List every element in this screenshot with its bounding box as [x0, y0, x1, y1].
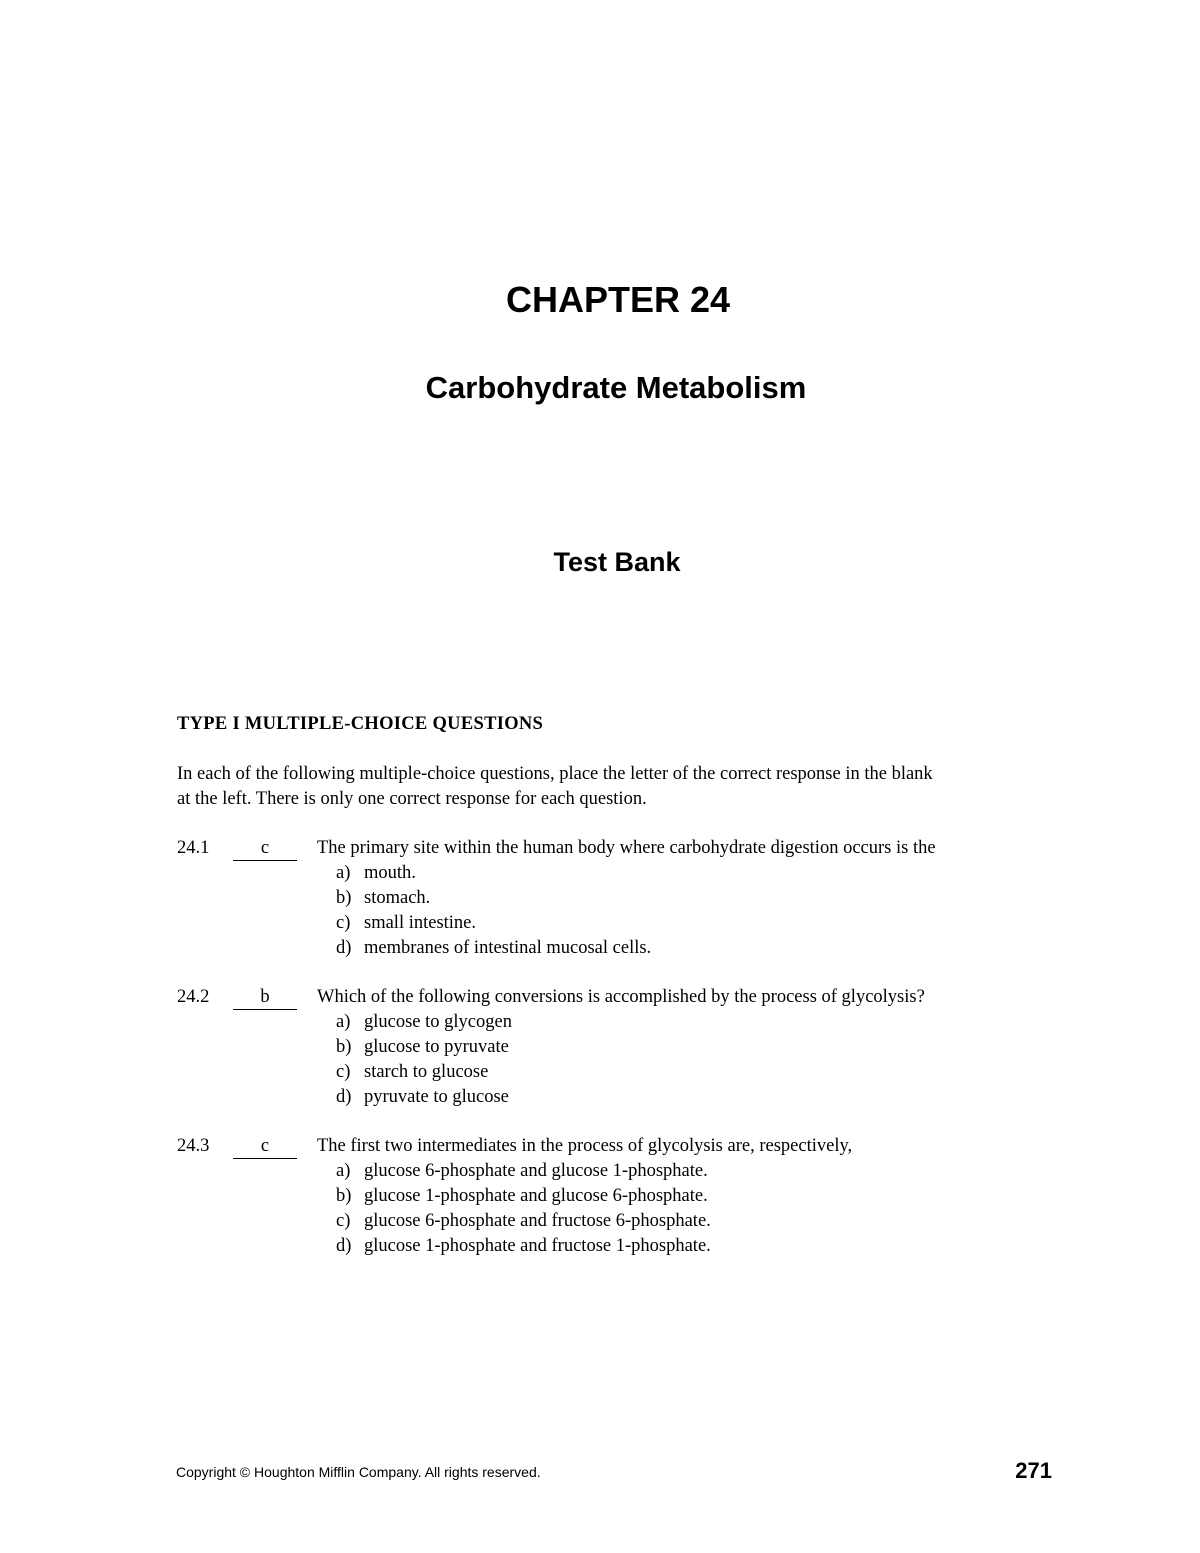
copyright-notice: Copyright © Houghton Mifflin Company. All rights reserved. — [176, 1464, 541, 1480]
question-24-3 — [177, 1134, 1077, 1259]
choice-list — [177, 1010, 1077, 1110]
choice-letter: c) — [336, 913, 351, 933]
answer-blank: c — [233, 836, 297, 861]
choice-text: stomach. — [364, 888, 431, 908]
choice-text: small intestine. — [364, 913, 477, 933]
question-stem: Which of the following conversions is accomplished by the process of glycolysis? — [317, 987, 925, 1007]
chapter-title: CHAPTER 24 — [505, 279, 731, 320]
question-number: 24.3 — [177, 1136, 210, 1156]
choice-text: membranes of intestinal mucosal cells. — [364, 938, 652, 958]
choice-item — [177, 1234, 1077, 1259]
choice-item — [177, 936, 1077, 961]
choice-letter: c) — [336, 1062, 351, 1082]
chapter-subtitle: Carbohydrate Metabolism — [425, 370, 807, 405]
choice-letter: d) — [336, 1087, 352, 1107]
choice-text: glucose to glycogen — [364, 1012, 512, 1032]
choice-text: glucose 6-phosphate and glucose 1-phosphate. — [364, 1161, 708, 1181]
choice-text: glucose 1-phosphate and fructose 1-phosphate. — [364, 1236, 711, 1256]
choice-item — [177, 1085, 1077, 1110]
instructions — [177, 762, 1077, 812]
choice-text: glucose to pyruvate — [364, 1037, 509, 1057]
choice-item — [177, 1184, 1077, 1209]
question-24-1 — [177, 836, 1077, 961]
question-stem: The first two intermediates in the process of glycolysis are, respectively, — [317, 1136, 853, 1156]
choice-item — [177, 1010, 1077, 1035]
choice-letter: d) — [336, 938, 352, 958]
choice-letter: d) — [336, 1236, 352, 1256]
answer-blank: b — [233, 985, 297, 1010]
instructions-line: In each of the following multiple-choice questions, place the letter of the correct response in the blank — [177, 764, 933, 784]
choice-text: pyruvate to glucose — [364, 1087, 509, 1107]
choice-letter: b) — [336, 1037, 352, 1057]
question-number: 24.2 — [177, 987, 210, 1007]
choice-letter: c) — [336, 1211, 351, 1231]
choice-letter: a) — [336, 1012, 351, 1032]
choice-item — [177, 1159, 1077, 1184]
choice-text: starch to glucose — [364, 1062, 489, 1082]
choice-item — [177, 1035, 1077, 1060]
choice-item — [177, 1060, 1077, 1085]
answer-blank: c — [233, 1134, 297, 1159]
instructions-line: at the left. There is only one correct response for each question. — [177, 789, 647, 809]
choice-text: mouth. — [364, 863, 416, 883]
choice-item — [177, 861, 1077, 886]
question-number: 24.1 — [177, 838, 210, 858]
choice-item — [177, 1209, 1077, 1234]
choice-item — [177, 886, 1077, 911]
choice-letter: b) — [336, 1186, 352, 1206]
section-title: Test Bank — [553, 547, 681, 577]
choice-letter: a) — [336, 863, 351, 883]
choice-list — [177, 1159, 1077, 1259]
section-heading: TYPE I MULTIPLE-CHOICE QUESTIONS — [177, 714, 544, 734]
choice-letter: a) — [336, 1161, 351, 1181]
choice-text: glucose 1-phosphate and glucose 6-phosphate. — [364, 1186, 708, 1206]
choice-letter: b) — [336, 888, 352, 908]
choice-item — [177, 911, 1077, 936]
question-stem: The primary site within the human body where carbohydrate digestion occurs is the — [317, 838, 936, 858]
choice-list — [177, 861, 1077, 961]
question-24-2 — [177, 985, 1077, 1110]
page-number: 271 — [1015, 1458, 1052, 1483]
choice-text: glucose 6-phosphate and fructose 6-phosphate. — [364, 1211, 711, 1231]
